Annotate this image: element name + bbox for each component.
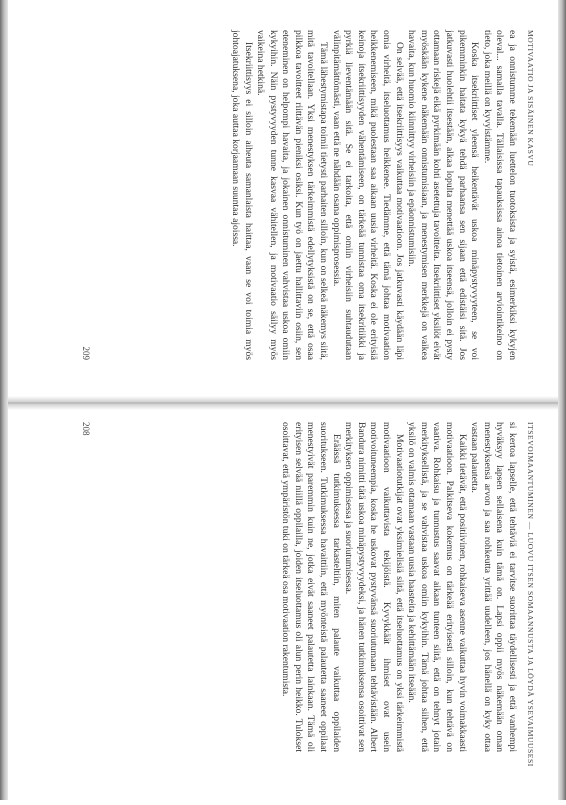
body-text xyxy=(228,30,518,360)
paragraph: Kaikki tietävät, että positiivinen, rohkaiseva asenne vaikuttaa hyvin voimakkaasti motivaatioon. Palkitseva kokemus on tärkeää erityisesti silloin, kun tehtävä on vaativa. Rohkaisu ja tunnustus saavat aikaan tunteen siitä, että on tehnyt jotain merkityksellistä, ja se vahvistaa uskoa omiin kykyihin. Tämä johtaa siihen, että yksilö on valmis ottamaan vastaan uusia haasteita ja kehittämään itseään. xyxy=(406,422,468,752)
paragraph: ea ja onnistumme tekemään luettelon tuotoksista ja syistä, esimerkiksi kykyjen oleval... samalla tavalla. Tällaisissa tapauksissa ainoa tietoinen arviointikeino on tieto, joka meillä on kyvyistämme. xyxy=(481,30,518,360)
paragraph: Motivaatiotutkijat ovat yksimielisiä siitä, että itseluottamus on yksi tärkeimmistä motivaatioon vaikuttavista tekijöistä. Kyvykkäät ihmiset ovat usein motivoituneempia, koska he uskovat pystyvänsä suoriutumaan tehtävistään. Albert Bandura nimitti tätä uskoa minäpystyvyydeksi, ja hänen tutkimuksensa osoittivat sen merkityksen oppimisessa ja suoriutumisessa. xyxy=(343,422,405,752)
book-gutter xyxy=(0,396,566,410)
paragraph: Itsekriittisyys ei silloin aiheuta samanlaista haittaa, vaan se voi toimia myös johtoajatuksena, joka auttaa korjaamaan suuntaa ajoissa. xyxy=(229,30,254,360)
body-text xyxy=(279,422,518,752)
paragraph: Tämä lähestymistapa toimii tietysti parhaiten silloin, kun on selkeä näkemys siitä, mitä tavoitellaan. Yksi menestyksen tärkeimmistä edellytyksistä on se, että osaa pilkkoa tavoitteet riittävän pieniksi osiksi. Kun työ on jaettu hallittaviin osiin, sen eteneminen on helpompi havaita, ja jokainen onnistuminen vahvistaa uskoa omiin kykyihin. Näin pystyvyyden tunne kasvaa vähitellen, ja motivaatio säilyy myös vaikeina hetkinä. xyxy=(255,30,330,360)
page-number: 209 xyxy=(81,346,91,360)
paragraph: si kertoa lapselle, että tehtäviä ei tarvitse suorittaa täydellisesti ja että vanhempi hyväksyy lapsen sellaisena kuin tämä on. Lapsi oppii myös näkemään oman menestyksensä arvon ja saa rohkeutta yrittää uudelleen, jos hänellä on kyky ottaa vastaan palautetta. xyxy=(469,422,518,752)
page-209 xyxy=(0,0,566,395)
page-edge xyxy=(558,0,566,800)
paragraph: Eräässä tutkimuksessa tarkasteltiin, miten palaute vaikuttaa oppilaiden suoritukseen. Tutkimuksessa havaittiin, että myönteistä palautetta saaneet oppilaat menestyivät paremmin kuin ne, jotka eivät saaneet palautetta lainkaan. Tämä oli erityisen selvää niillä oppilailla, joiden itseluottamus oli alun perin heikko. Tulokset osoittavat, että ympäristön tuki on tärkeä osa motivaation rakentumista. xyxy=(280,422,342,752)
page-number: 208 xyxy=(81,422,91,436)
paragraph: Koska itsekriittiset yleensä heikentävät uskoa minäpystyvyyteen, se voi pikemminkin haitata kykyä tehdä parhaansa sen sijaan että edistäisi sitä. Jos jatkuvasti huolehtii itsestään, alkaa lopulta menettää uskoa itseensä, jolloin ei pysty ottamaan riskejä eikä pyrkimään kohti asetettuja tavoitteita. Itsekriittiset yksilöt eivät myöskään kykene näkemään onnistumisiaan, ja menestymisen merkkejä on vaikea havaita, kun huomio kiinnittyy virheisiin ja epäonnistumisiin. xyxy=(406,30,481,360)
page-208 xyxy=(0,410,566,805)
running-head: ITSEVOIMAANTUMINEN — LUOVU ITSEN SOMAANNUSTA JA LÖYDÄ YSEVAIMUUSESI xyxy=(526,422,535,767)
page-208-text-frame xyxy=(81,422,535,767)
running-head: MOTIVAATIO JA SISÄINEN KASVU xyxy=(526,30,535,167)
paragraph: On selvää, että itsekriittisyys vaikuttaa motivaatioon. Jos jatkuvasti käydään läpi omia virheitä, itseluottamus heikkenee. Tiedämme, että tämä johtaa motivaation heikkenemiseen, mikä puolestaan saa aikaan uusia virheitä. Koska ei ole erityisiä keinoja itsekriittisyyden vähentämiseen, on tärkeää tunnistaa oma itsekritiikki ja pyrkiä lieventämään sitä. Se ei tarkoita, että omiin virheisiin suhtaudutaan välinpitämättömästi, vaan että ne nähdään osana oppimisprosessia. xyxy=(330,30,405,360)
page-209-text-frame xyxy=(81,30,535,360)
page-edge xyxy=(0,0,8,800)
